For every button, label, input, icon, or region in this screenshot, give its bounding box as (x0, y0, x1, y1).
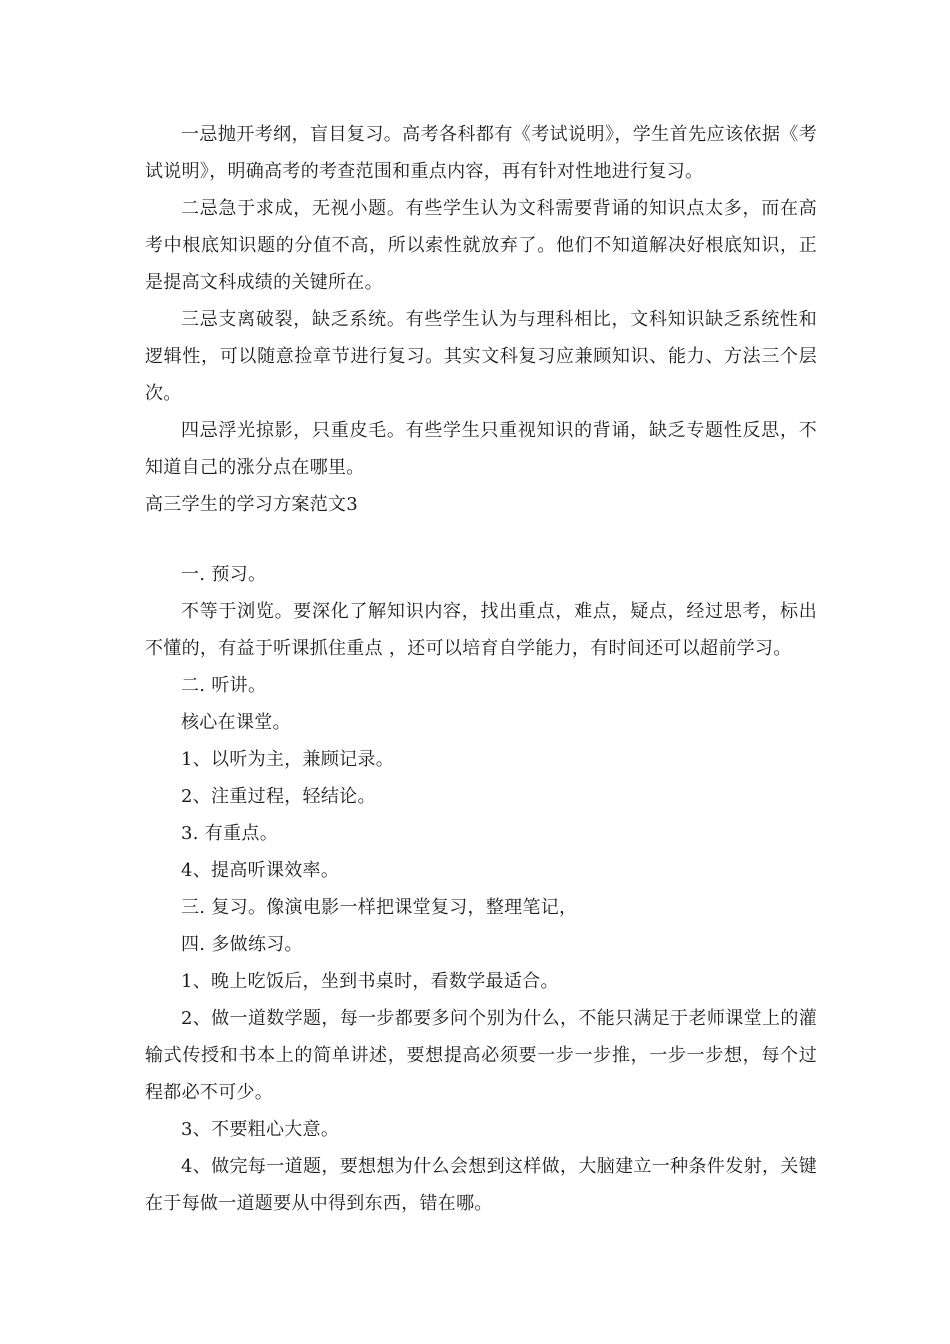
paragraph: 不等于浏览。要深化了解知识内容，找出重点，难点，疑点，经过思考，标出不懂的，有益于听课抓住重点 ，还可以培育自学能力，有时间还可以超前学习。 (145, 601, 817, 659)
list-item: 2、做一道数学题，每一步都要多问个别为什么，不能只满足于老师课堂上的灌输式传授和书本上的简单讲述，要想提高必须要一步一步推，一步一步想，每个过程都必不可少。 (145, 1008, 817, 1103)
list-item: 4、做完每一道题，要想想为什么会想到这样做，大脑建立一种条件发射，关键在于每做一道题要从中得到东西，错在哪。 (145, 1156, 817, 1214)
paragraph: 三忌支离破裂，缺乏系统。有些学生认为与理科相比，文科知识缺乏系统性和逻辑性，可以随意捡章节进行复习。其实文科复习应兼顾知识、能力、方法三个层次。 (145, 309, 817, 404)
list-item: 1、以听为主，兼顾记录。 (181, 749, 395, 770)
spacer (145, 523, 817, 556)
paragraph: 四忌浮光掠影，只重皮毛。有些学生只重视知识的背诵，缺乏专题性反思，不知道自己的涨分点在哪里。 (145, 420, 817, 478)
paragraph: 二忌急于求成，无视小题。有些学生认为文科需要背诵的知识点太多，而在高考中根底知识题的分值不高，所以索性就放弃了。他们不知道解决好根底知识，正是提高文科成绩的关键所在。 (145, 198, 817, 293)
paragraph: 四. 多做练习。 (181, 934, 303, 955)
list-item: 3. 有重点。 (181, 823, 278, 844)
paragraph: 二. 听讲。 (181, 675, 267, 696)
list-item: 4、提高听课效率。 (181, 860, 340, 881)
list-item: 3、不要粗心大意。 (181, 1119, 340, 1140)
paragraph: 一. 预习。 (181, 564, 267, 585)
paragraph: 三. 复习。像演电影一样把课堂复习，整理笔记， (181, 897, 578, 918)
document-body (145, 116, 817, 1222)
list-item: 2、注重过程，轻结论。 (181, 786, 376, 807)
section-title: 高三学生的学习方案范文3 (145, 494, 359, 515)
paragraph: 核心在课堂。 (181, 712, 291, 733)
paragraph: 一忌抛开考纲，盲目复习。高考各科都有《考试说明》，学生首先应该依据《考试说明》，明确高考的考查范围和重点内容，再有针对性地进行复习。 (145, 124, 817, 182)
list-item: 1、晚上吃饭后，坐到书桌时，看数学最适合。 (181, 971, 559, 992)
